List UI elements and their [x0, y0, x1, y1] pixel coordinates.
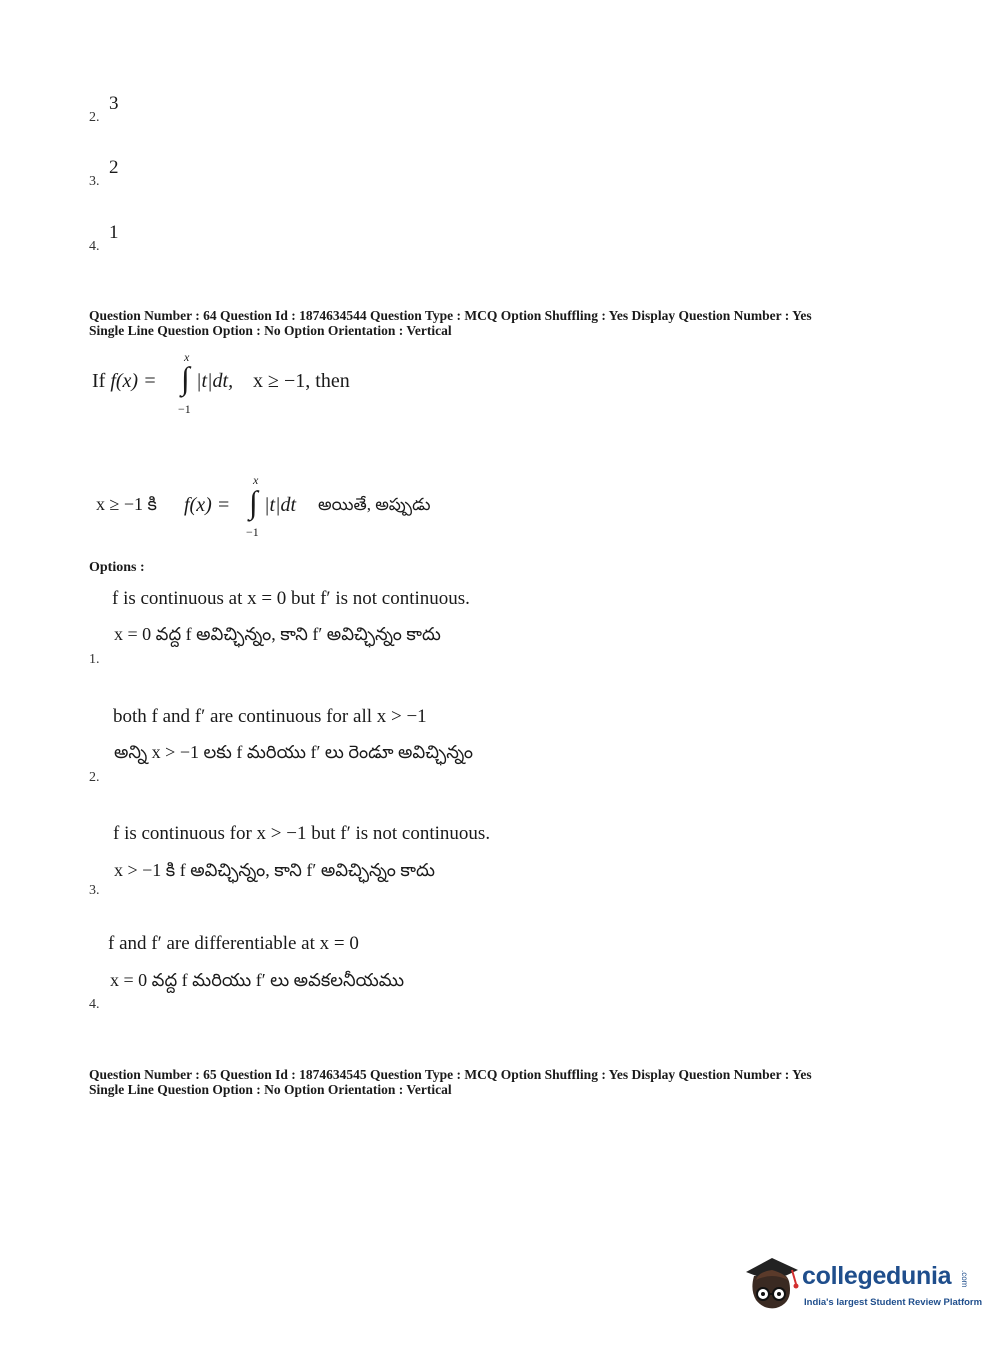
question-meta-line: Question Number : 65 Question Id : 1874634545 Question Type : MCQ Option Shuffling : Yes Display Question Number : Yes	[89, 1067, 812, 1082]
logo-name: collegedunia	[802, 1262, 952, 1290]
question-meta-line: Single Line Question Option : No Option Orientation : Vertical	[89, 1082, 452, 1097]
option-text-english: f is continuous for x > −1 but f′ is not continuous.	[113, 823, 491, 844]
option-text-telugu: x > −1 కి f అవిచ్ఛిన్నం, కాని f′ అవిచ్ఛిన్నం కాదు	[114, 860, 435, 880]
option-number: 4.	[89, 239, 100, 254]
question-meta-line: Question Number : 64 Question Id : 1874634544 Question Type : MCQ Option Shuffling : Yes Display Question Number : Yes	[89, 308, 812, 323]
collegedunia-logo	[742, 1250, 983, 1320]
logo-tagline: India's largest Student Review Platform	[804, 1297, 983, 1308]
option-text-english: both f and f′ are continuous for all x > −1	[113, 706, 427, 727]
option-number: 1.	[89, 652, 100, 667]
function-expression: f(x) =	[184, 494, 231, 516]
question-suffix-telugu: అయితే, అప్పుడు	[318, 495, 431, 514]
option-number: 4.	[89, 997, 100, 1012]
integral-sign-icon: ∫	[181, 360, 190, 396]
option-text-english: f is continuous at x = 0 but f′ is not continuous.	[112, 588, 470, 609]
question-meta-line: Single Line Question Option : No Option Orientation : Vertical	[89, 323, 452, 338]
option-value: 1	[109, 222, 119, 243]
logo-suffix: .com	[960, 1270, 969, 1288]
option-value: 2	[109, 157, 119, 178]
option-value: 3	[109, 93, 119, 114]
mascot-icon	[742, 1250, 800, 1312]
question-text-english	[92, 370, 157, 393]
integrand: |t|dt	[264, 494, 297, 516]
option-number: 2.	[89, 770, 100, 785]
option-number: 3.	[89, 174, 100, 189]
option-text-english: f and f′ are differentiable at x = 0	[108, 933, 359, 954]
function-expression: f(x) =	[110, 370, 157, 392]
option-text-telugu: x = 0 వద్ద f మరియు f′ లు అవకలనీయము	[110, 970, 405, 990]
option-text-telugu: x = 0 వద్ద f అవిచ్ఛిన్నం, కాని f′ అవిచ్ఛిన్నం కాదు	[114, 624, 441, 644]
option-text-telugu: అన్ని x > −1 లకు f మరియు f′ లు రెండూ అవిచ్ఛిన్నం	[114, 742, 474, 762]
integral-upper-limit: x	[184, 350, 190, 364]
integral-sign-icon: ∫	[249, 484, 258, 520]
integral-lower-limit: −1	[178, 402, 191, 416]
question-meta	[89, 1067, 929, 1097]
question-prefix: If	[92, 370, 111, 392]
integral-lower-limit: −1	[246, 525, 259, 539]
question-meta	[89, 308, 929, 338]
integrand: |t|dt,	[196, 370, 234, 392]
question-condition-telugu: x ≥ −1 కి	[96, 494, 157, 514]
integral-upper-limit: x	[253, 473, 259, 487]
question-condition: x ≥ −1, then	[253, 370, 350, 392]
option-number: 2.	[89, 110, 100, 125]
options-label: Options :	[89, 560, 145, 575]
option-number: 3.	[89, 883, 100, 898]
